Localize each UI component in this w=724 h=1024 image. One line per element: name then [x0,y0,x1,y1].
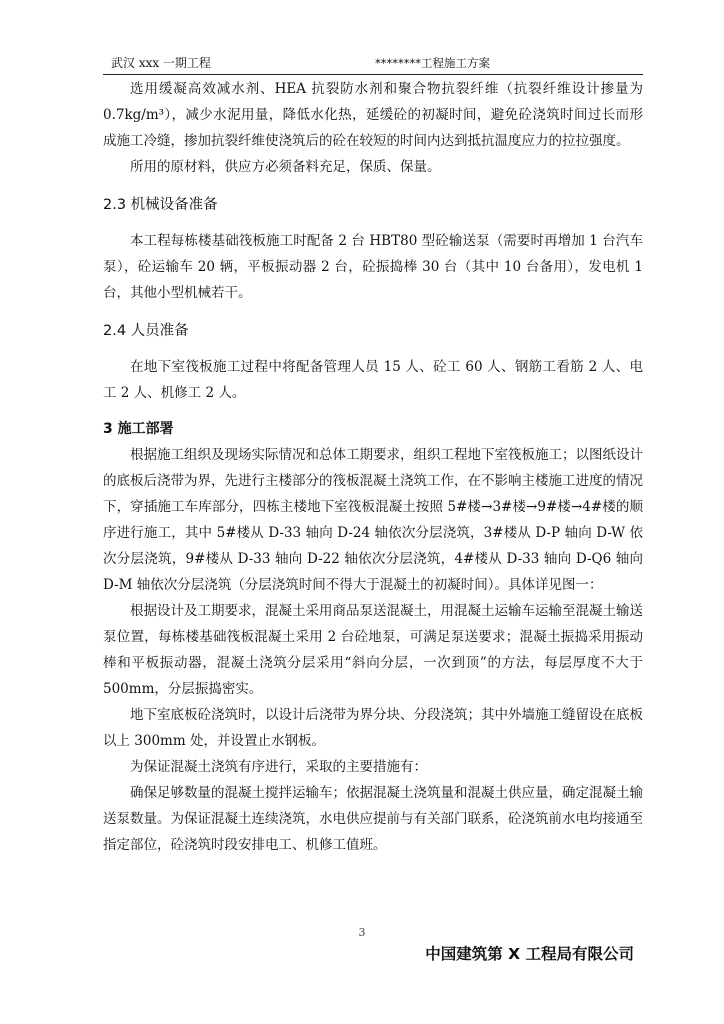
document-body [103,76,643,858]
page-header [103,52,643,75]
paragraph-personnel: 在地下室筏板施工过程中将配备管理人员 15 人、砼工 60 人、钢筋工看筋 2 人、电工 2 人、机修工 2 人。 [103,359,643,401]
section-heading-2-3: 2.3 机械设备准备 [103,197,218,213]
header-project-name: 武汉 xxx 一期工程 [111,56,211,70]
footer-company-name: 中国建筑第 X 工程局有限公司 [425,945,634,963]
section-heading-2-4: 2.4 人员准备 [103,323,189,339]
page-number: 3 [358,926,366,939]
paragraph-deployment: 根据施工组织及现场实际情况和总体工期要求，组织工程地下室筏板施工；以图纸设计的底板后浇带为界，先进行主楼部分的筏板混凝土浇筑工作，在不影响主楼施工进度的情况下，穿插施工车库部分，四栋主楼地下室筏板混凝土按照 5#楼→3#楼→9#楼→4#楼的顺序进行施工，其中 5#楼从 D-33 轴向 D-24 轴依次分层浇筑，3#楼从 D-P 轴向 D-W 依次分层浇筑，9#楼从 D-33 轴向 D-22 轴依次分层浇筑，4#楼从 D-33 轴向 D-Q6 轴向 D-M 轴依次分层浇筑（分层浇筑时间不得大于混凝土的初凝时间）。具体详见图一： [103,447,643,593]
paragraph-equipment: 本工程每栋楼基础筏板施工时配备 2 台 HBT80 型砼输送泵（需要时再增加 1 台汽车泵），砼运输车 20 辆，平板振动器 2 台，砼振捣棒 30 台（其中 10 台备用），发电机 1 台，其他小型机械若干。 [103,233,643,301]
header-document-title: ********工程施工方案 [375,56,490,70]
paragraph-pouring: 地下室底板砼浇筑时，以设计后浇带为界分块、分段浇筑；其中外墙施工缝留设在底板以上 300mm 处，并设置止水钢板。 [103,707,643,749]
paragraph-pumping: 根据设计及工期要求，混凝土采用商品泵送混凝土，用混凝土运输车运输至混凝土输送泵位置，每栋楼基础筏板混凝土采用 2 台砼地泵，可满足泵送要求；混凝土振捣采用振动棒和平板振动器，混凝土浇筑分层采用“斜向分层，一次到顶”的方法，每层厚度不大于 500mm，分层振捣密实。 [103,603,643,697]
section-heading-3: 3 施工部署 [103,421,174,437]
paragraph-materials: 所用的原材料，供应方必须备料充足，保质、保量。 [130,159,441,175]
paragraph-additives: 选用缓凝高效减水剂、HEA 抗裂防水剂和聚合物抗裂纤维（抗裂纤维设计掺量为 0.7kg/m³），减少水泥用量，降低水化热，延缓砼的初凝时间，避免砼浇筑时间过长而形成施工冷缝，掺加抗裂纤维使浇筑后的砼在较短的时间内达到抵抗温度应力的拉拉强度。 [103,81,643,149]
paragraph-measures-intro: 为保证混凝土浇筑有序进行，采取的主要措施有： [130,759,427,775]
paragraph-measures: 确保足够数量的混凝土搅拌运输车；依据混凝土浇筑量和混凝土供应量，确定混凝土输送泵数量。为保证混凝土连续浇筑，水电供应提前与有关部门联系，砼浇筑前水电均接通至指定部位，砼浇筑时段安排电工、机修工值班。 [103,785,643,853]
